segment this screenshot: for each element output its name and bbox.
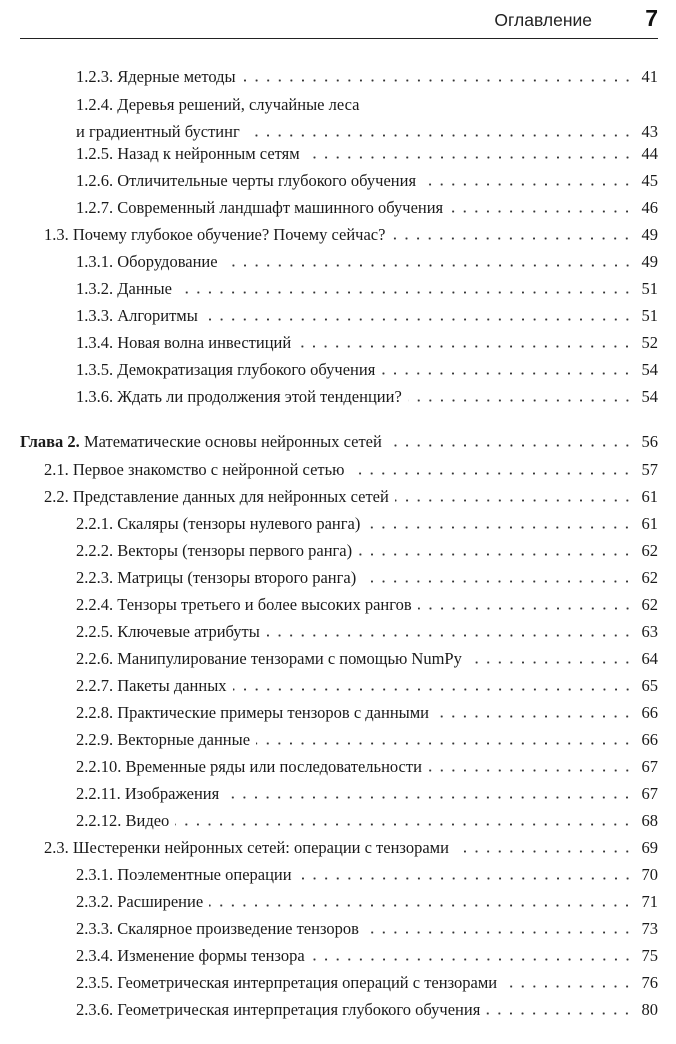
toc-entry-2-2[interactable] xyxy=(44,483,658,510)
toc-entry-title: Математические основы нейронных сетей xyxy=(83,432,382,451)
toc-entry-title: 2.2.7. Пакеты данных xyxy=(76,676,227,695)
dot-leader xyxy=(455,850,633,853)
dot-leader xyxy=(306,156,633,159)
toc-entry-2-1[interactable] xyxy=(44,456,658,483)
toc-entry-2-3[interactable] xyxy=(44,834,658,861)
toc-entry-page: 80 xyxy=(641,1000,658,1019)
toc-entry-title: 2.3.1. Поэлементные операции xyxy=(76,865,292,884)
toc-entry-1-3-6[interactable] xyxy=(76,383,658,410)
toc-entry-2-2-9[interactable] xyxy=(76,726,658,753)
toc-entry-page: 44 xyxy=(641,144,658,163)
dot-leader xyxy=(428,769,633,772)
toc-entry-page: 49 xyxy=(641,225,658,244)
dot-leader xyxy=(225,796,633,799)
toc-entry-title: 2.3.6. Геометрическая интерпретация глубокого обучения xyxy=(76,1000,481,1019)
dot-leader xyxy=(298,877,633,880)
toc-entry-title: 2.2.4. Тензоры третьего и более высоких рангов xyxy=(76,595,412,614)
toc-entry-title: 2.3. Шестеренки нейронных сетей: операции с тензорами xyxy=(44,838,449,857)
toc-entry-title: 2.2. Представление данных для нейронных сетей xyxy=(44,487,389,506)
page-number: 7 xyxy=(645,5,658,31)
dot-leader xyxy=(358,553,633,556)
toc-entry-1-2-5[interactable] xyxy=(76,140,658,167)
toc-entry-2-2-4[interactable] xyxy=(76,591,658,618)
toc-entry-page: 71 xyxy=(641,892,658,911)
dot-leader xyxy=(350,472,633,475)
toc-entry-page: 52 xyxy=(641,333,658,352)
toc-entry-title: 2.2.9. Векторные данные xyxy=(76,730,251,749)
dot-leader xyxy=(365,931,633,934)
toc-entry-title: 1.3.4. Новая волна инвестиций xyxy=(76,333,292,352)
dot-leader xyxy=(175,823,633,826)
dot-leader xyxy=(242,79,633,82)
toc-entry-2-2-11[interactable] xyxy=(76,780,658,807)
toc-entry-1-2-6[interactable] xyxy=(76,167,658,194)
toc-entry-1-2-4[interactable] xyxy=(76,91,658,145)
toc-entry-title: 2.2.10. Временные ряды или последовательности xyxy=(76,757,422,776)
toc-entry-1-3-1[interactable] xyxy=(76,248,658,275)
toc-entry-page: 61 xyxy=(641,514,658,533)
toc-entry-title: 2.2.1. Скаляры (тензоры нулевого ранга) xyxy=(76,514,361,533)
toc-entry-title: 2.3.5. Геометрическая интерпретация операций с тензорами xyxy=(76,973,498,992)
toc-entry-title: 1.3.6. Ждать ли продолжения этой тенденции? xyxy=(76,387,402,406)
toc-entry-title: 2.2.8. Практические примеры тензоров с данными xyxy=(76,703,430,722)
toc-entry-title-line2: и градиентный бустинг xyxy=(76,122,240,141)
toc-entry-title: 1.2.5. Назад к нейронным сетям xyxy=(76,144,300,163)
toc-entry-2-3-1[interactable] xyxy=(76,861,658,888)
dot-leader xyxy=(178,291,633,294)
dot-leader xyxy=(408,399,633,402)
dot-leader xyxy=(209,904,633,907)
toc-entry-2-2-3[interactable] xyxy=(76,564,658,591)
dot-leader xyxy=(449,210,633,213)
toc-entry-2-3-6[interactable] xyxy=(76,996,658,1023)
toc-entry-1-3-3[interactable] xyxy=(76,302,658,329)
toc-entry-page: 62 xyxy=(641,541,658,560)
toc-entry-title: 2.2.12. Видео xyxy=(76,811,170,830)
dot-leader xyxy=(422,183,633,186)
toc-entry-page: 67 xyxy=(641,757,658,776)
toc-entry-page: 63 xyxy=(641,622,658,641)
toc-entry-title: 2.3.3. Скалярное произведение тензоров xyxy=(76,919,359,938)
dot-leader xyxy=(204,318,633,321)
toc-entry-1-2-7[interactable] xyxy=(76,194,658,221)
toc-entry-title: 2.3.4. Изменение формы тензора xyxy=(76,946,305,965)
toc-entry-2-2-1[interactable] xyxy=(76,510,658,537)
dot-leader xyxy=(418,607,633,610)
toc-entry-page: 66 xyxy=(641,703,658,722)
toc-entry-title: 1.2.7. Современный ландшафт машинного обучения xyxy=(76,198,444,217)
dot-leader xyxy=(503,985,633,988)
toc-entry-2-2-10[interactable] xyxy=(76,753,658,780)
toc-entry-page: 68 xyxy=(641,811,658,830)
toc-entry-page: 56 xyxy=(641,432,658,451)
toc-entry-2-3-5[interactable] xyxy=(76,969,658,996)
toc-entry-2-3-3[interactable] xyxy=(76,915,658,942)
toc-entry-2-2-8[interactable] xyxy=(76,699,658,726)
toc-entry-page: 62 xyxy=(641,568,658,587)
toc-entry-2-2-12[interactable] xyxy=(76,807,658,834)
dot-leader xyxy=(266,634,633,637)
toc-entry-chapter-2[interactable] xyxy=(20,428,658,455)
toc-entry-1-3-2[interactable] xyxy=(76,275,658,302)
toc-entry-page: 70 xyxy=(641,865,658,884)
dot-leader xyxy=(297,345,633,348)
toc-entry-page: 54 xyxy=(641,387,658,406)
dot-leader xyxy=(246,134,633,137)
toc-entry-title: 2.2.3. Матрицы (тензоры второго ранга) xyxy=(76,568,357,587)
toc-entry-title: 2.2.11. Изображения xyxy=(76,784,220,803)
toc-entry-page: 66 xyxy=(641,730,658,749)
dot-leader xyxy=(256,742,633,745)
toc-entry-page: 51 xyxy=(641,306,658,325)
dot-leader xyxy=(391,237,633,240)
running-title: Оглавление xyxy=(494,10,592,30)
toc-entry-title: 1.2.3. Ядерные методы xyxy=(76,67,236,86)
toc-entry-page: 69 xyxy=(641,838,658,857)
toc-entry-page: 62 xyxy=(641,595,658,614)
toc-entry-page: 61 xyxy=(641,487,658,506)
toc-entry-page: 76 xyxy=(641,973,658,992)
dot-leader xyxy=(311,958,633,961)
toc-entry-page: 57 xyxy=(641,460,658,479)
toc-entry-title: 2.2.6. Манипулирование тензорами с помощью NumPy xyxy=(76,649,462,668)
toc-entry-2-3-2[interactable] xyxy=(76,888,658,915)
dot-leader xyxy=(388,444,633,447)
dot-leader xyxy=(486,1012,633,1015)
toc-entry-2-2-2[interactable] xyxy=(76,537,658,564)
toc-entry-page: 54 xyxy=(641,360,658,379)
toc-entry-title: 2.2.2. Векторы (тензоры первого ранга) xyxy=(76,541,353,560)
toc-entry-title: 2.3.2. Расширение xyxy=(76,892,204,911)
dot-leader xyxy=(224,264,633,267)
toc-entry-title: 1.2.6. Отличительные черты глубокого обучения xyxy=(76,171,417,190)
toc-entry-title: 1.3.2. Данные xyxy=(76,279,172,298)
toc-entry-page: 41 xyxy=(641,67,658,86)
toc-entry-title: 1.3.5. Демократизация глубокого обучения xyxy=(76,360,376,379)
toc-entry-1-3-5[interactable] xyxy=(76,356,658,383)
toc-entry-title: 2.2.5. Ключевые атрибуты xyxy=(76,622,260,641)
toc-entry-2-3-4[interactable] xyxy=(76,942,658,969)
chapter-label: Глава 2. xyxy=(20,432,80,451)
toc-entry-1-3[interactable] xyxy=(44,221,658,248)
toc-entry-page: 64 xyxy=(641,649,658,668)
toc-entry-2-2-6[interactable] xyxy=(76,645,658,672)
toc-entry-1-2-3[interactable] xyxy=(76,63,658,90)
toc-entry-title: 1.3. Почему глубокое обучение? Почему сейчас? xyxy=(44,225,386,244)
toc-entry-page: 43 xyxy=(641,122,658,141)
dot-leader xyxy=(233,688,633,691)
toc-entry-2-2-7[interactable] xyxy=(76,672,658,699)
toc-entry-page: 46 xyxy=(641,198,658,217)
toc-entry-page: 67 xyxy=(641,784,658,803)
dot-leader xyxy=(362,580,633,583)
dot-leader xyxy=(435,715,633,718)
toc-entry-page: 49 xyxy=(641,252,658,271)
toc-entry-title: 1.3.3. Алгоритмы xyxy=(76,306,198,325)
toc-entry-page: 75 xyxy=(641,946,658,965)
toc-entry-page: 65 xyxy=(641,676,658,695)
dot-leader xyxy=(468,661,633,664)
toc-entry-title: 1.3.1. Оборудование xyxy=(76,252,218,271)
dot-leader xyxy=(366,526,633,529)
toc-entry-page: 73 xyxy=(641,919,658,938)
dot-leader xyxy=(381,372,633,375)
dot-leader xyxy=(395,499,633,502)
toc-entry-page: 45 xyxy=(641,171,658,190)
toc-entry-title-line1: 1.2.4. Деревья решений, случайные леса xyxy=(76,95,360,114)
toc-entry-page: 51 xyxy=(641,279,658,298)
toc-entry-2-2-5[interactable] xyxy=(76,618,658,645)
toc-entry-title: 2.1. Первое знакомство с нейронной сетью xyxy=(44,460,345,479)
toc-entry-1-3-4[interactable] xyxy=(76,329,658,356)
